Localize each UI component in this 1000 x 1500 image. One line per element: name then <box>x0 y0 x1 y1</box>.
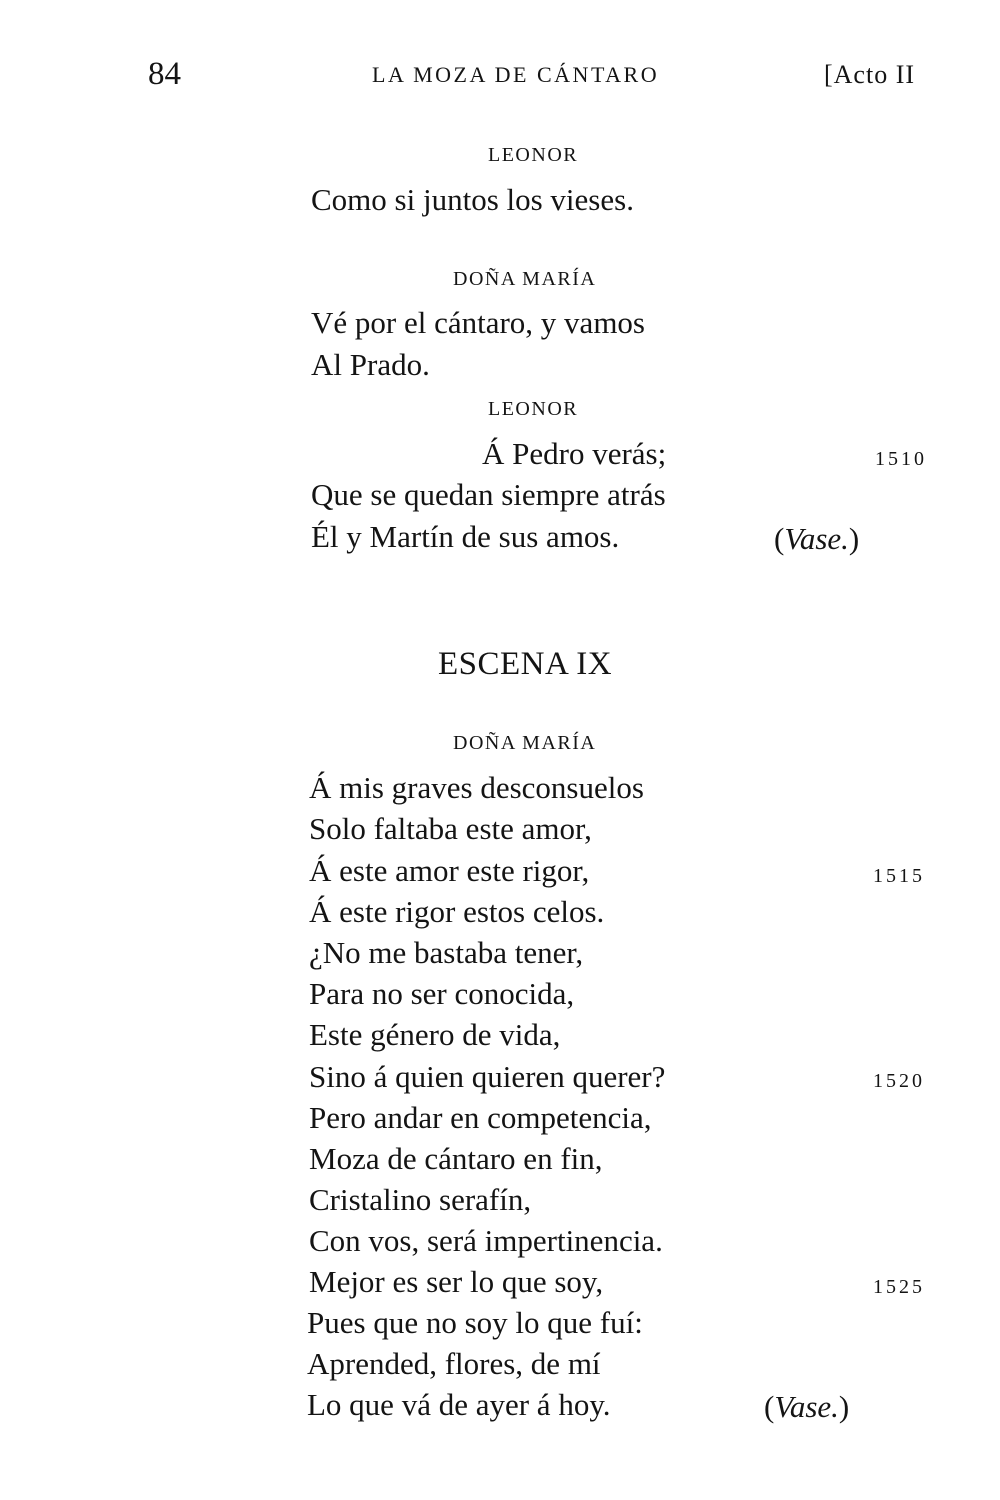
verse-line: Pues que no soy lo que fuí: <box>307 1305 643 1340</box>
stage-direction-open: ( <box>764 1389 775 1424</box>
verse-line: Solo faltaba este amor, <box>309 811 592 846</box>
verse-line: Á este rigor estos celos. <box>309 894 605 929</box>
verse-line: Pero andar en competencia, <box>309 1100 652 1135</box>
line-number: 1525 <box>873 1276 925 1298</box>
verse-line: Aprended, flores, de mí <box>307 1346 601 1381</box>
verse-line: Que se quedan siempre atrás <box>311 477 666 512</box>
line-number: 1515 <box>873 865 925 887</box>
page-number: 84 <box>148 56 181 92</box>
verse-line: Al Prado. <box>311 347 430 382</box>
verse-line: Sino á quien quieren querer? <box>309 1059 666 1094</box>
stage-direction-text: Vase. <box>784 521 849 556</box>
stage-direction-open: ( <box>774 521 785 556</box>
verse-line: Á este amor este rigor, <box>309 853 590 888</box>
verse-line: Como si juntos los vieses. <box>311 182 634 217</box>
stage-direction <box>774 521 859 557</box>
verse-line: Para no ser conocida, <box>309 976 575 1011</box>
verse-line: ¿No me bastaba tener, <box>309 935 584 970</box>
verse-line: Mejor es ser lo que soy, <box>309 1264 604 1299</box>
verse-line: Á Pedro verás; <box>482 436 667 471</box>
stage-direction-close: ) <box>848 521 860 556</box>
verse-line: Lo que vá de ayer á hoy. <box>307 1387 611 1422</box>
line-number: 1510 <box>875 448 927 470</box>
running-act-label: [Acto II <box>824 60 916 89</box>
verse-line: Él y Martín de sus amos. <box>311 519 620 554</box>
stage-direction-text: Vase. <box>774 1389 839 1424</box>
speaker-name: LEONOR <box>488 144 579 166</box>
speaker-name: LEONOR <box>488 398 579 420</box>
verse-line: Este género de vida, <box>309 1017 561 1052</box>
speaker-name: DOÑA MARÍA <box>453 732 597 754</box>
line-number: 1520 <box>873 1070 925 1092</box>
stage-direction <box>764 1389 849 1425</box>
stage-direction-close: ) <box>838 1389 850 1424</box>
speaker-name: DOÑA MARÍA <box>453 268 597 290</box>
scene-heading: ESCENA IX <box>438 646 613 682</box>
verse-line: Á mis graves desconsuelos <box>309 770 644 805</box>
verse-line: Cristalino serafín, <box>309 1182 532 1217</box>
verse-line: Vé por el cántaro, y vamos <box>311 305 645 340</box>
verse-line: Moza de cántaro en fin, <box>309 1141 603 1176</box>
running-title: LA MOZA DE CÁNTARO <box>372 62 660 87</box>
verse-line: Con vos, será impertinencia. <box>309 1223 663 1258</box>
